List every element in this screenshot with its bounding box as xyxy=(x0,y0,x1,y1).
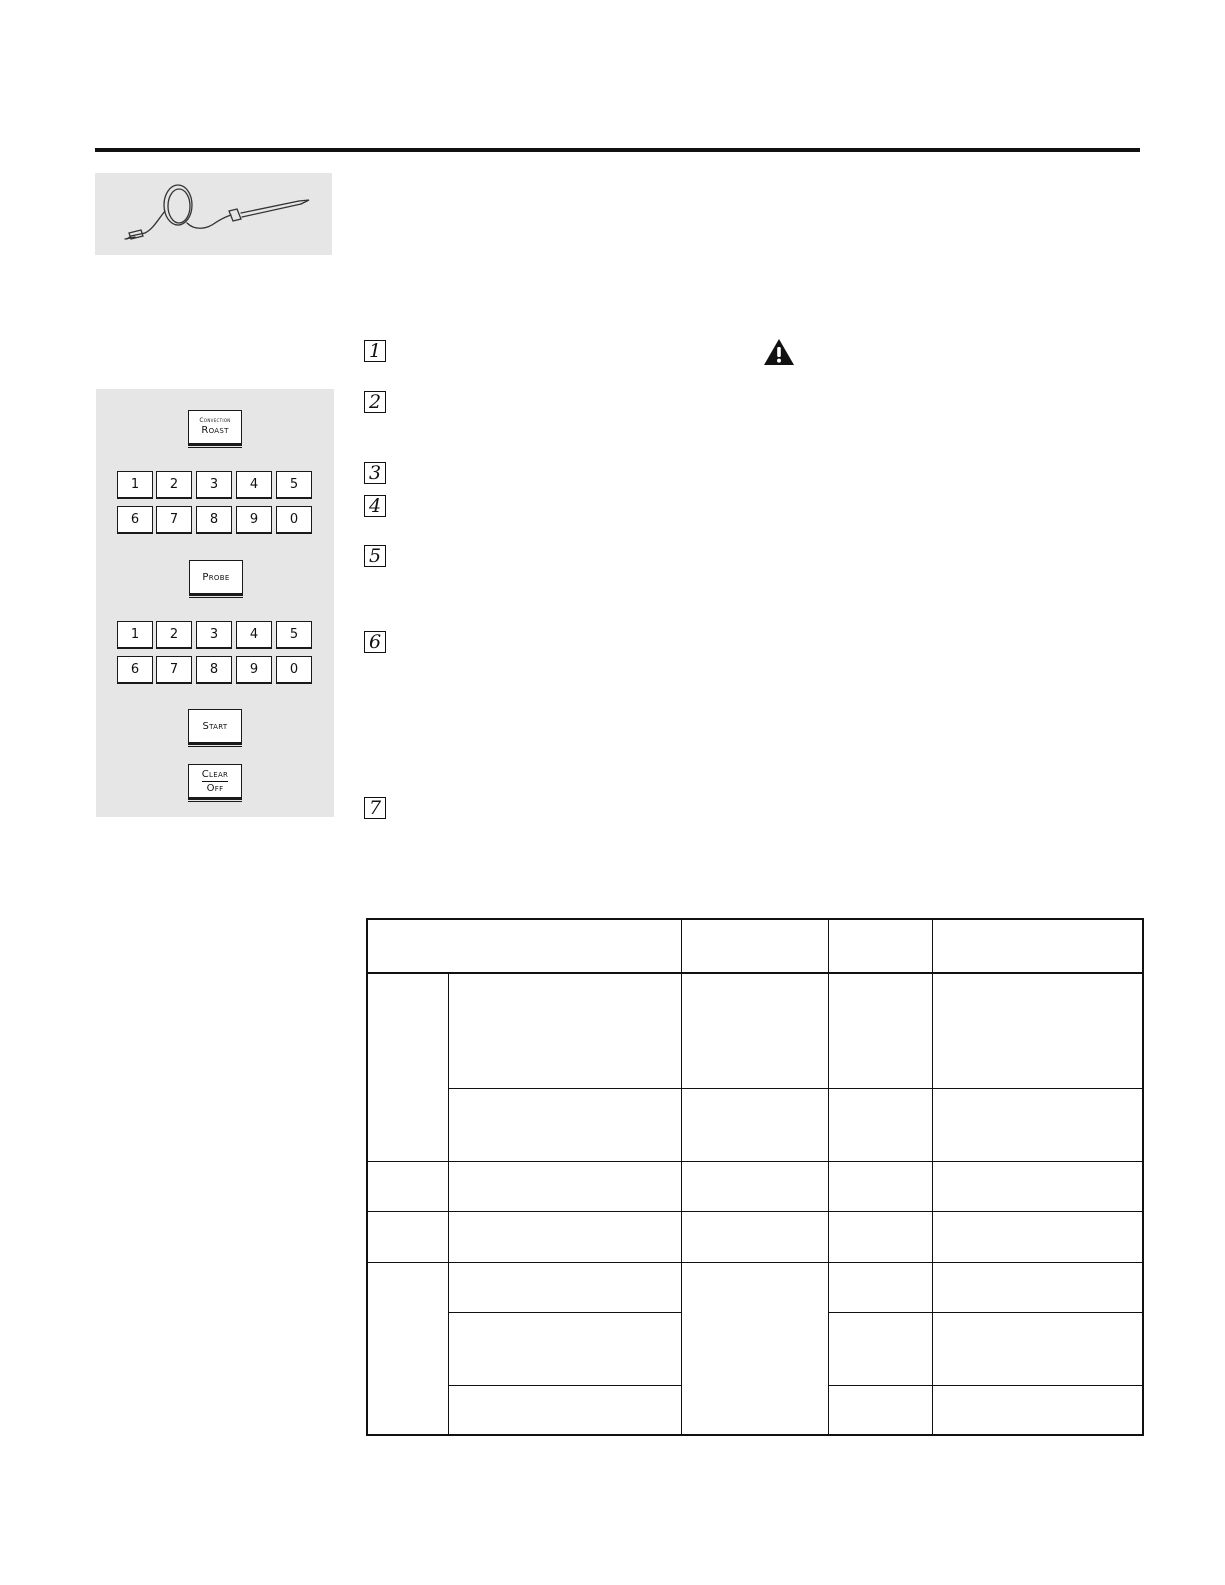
table-cell xyxy=(449,1211,681,1262)
warning-triangle-icon xyxy=(763,338,795,370)
off-label: Off xyxy=(206,782,224,794)
step-number-7: 7 xyxy=(364,797,386,819)
digit-key-2[interactable]: 2 xyxy=(156,471,192,498)
table-header-row xyxy=(367,919,1143,973)
digit-key-8[interactable]: 8 xyxy=(196,656,232,683)
table-cell xyxy=(933,973,1144,1088)
keypad-panel xyxy=(96,389,334,817)
digit-key-4[interactable]: 4 xyxy=(236,471,272,498)
table-header-cell xyxy=(829,919,933,973)
digit-key-1[interactable]: 1 xyxy=(117,471,153,498)
digit-key-8[interactable]: 8 xyxy=(196,506,232,533)
table-cell xyxy=(449,973,681,1088)
table-cell xyxy=(449,1161,681,1211)
digit-key-0[interactable]: 0 xyxy=(276,506,312,533)
table-row xyxy=(367,1211,1143,1262)
header-rule xyxy=(95,148,1140,152)
table-cell xyxy=(367,1161,449,1211)
step-number-6: 6 xyxy=(364,631,386,653)
step-number-4: 4 xyxy=(364,495,386,517)
table-row xyxy=(367,973,1143,1088)
table-cell xyxy=(449,1312,681,1385)
digit-key-7[interactable]: 7 xyxy=(156,506,192,533)
digit-key-4[interactable]: 4 xyxy=(236,621,272,648)
table-cell xyxy=(829,973,933,1088)
table-cell xyxy=(449,1088,681,1161)
table-header-cell xyxy=(933,919,1144,973)
digit-key-3[interactable]: 3 xyxy=(196,621,232,648)
table-header-cell xyxy=(367,919,681,973)
table-cell xyxy=(367,1262,449,1435)
table-cell xyxy=(367,1211,449,1262)
digit-key-2[interactable]: 2 xyxy=(156,621,192,648)
digit-key-5[interactable]: 5 xyxy=(276,471,312,498)
probe-illustration xyxy=(95,173,332,255)
step-number-3: 3 xyxy=(364,462,386,484)
table-cell xyxy=(681,1262,829,1435)
table-cell xyxy=(681,1161,829,1211)
table-cell xyxy=(829,1312,933,1385)
table-cell xyxy=(829,1161,933,1211)
step-number-1: 1 xyxy=(364,340,386,362)
step-number-2: 2 xyxy=(364,391,386,413)
table-cell xyxy=(829,1211,933,1262)
table-cell xyxy=(681,973,829,1088)
table-cell xyxy=(829,1262,933,1312)
table-cell xyxy=(933,1385,1144,1435)
digit-key-0[interactable]: 0 xyxy=(276,656,312,683)
table-cell xyxy=(829,1088,933,1161)
table-cell xyxy=(449,1385,681,1435)
digit-key-9[interactable]: 9 xyxy=(236,506,272,533)
table-cell xyxy=(933,1088,1144,1161)
convection-roast-button[interactable] xyxy=(188,410,242,444)
digit-key-5[interactable]: 5 xyxy=(276,621,312,648)
table-cell xyxy=(933,1312,1144,1385)
clear-label: Clear xyxy=(201,768,229,780)
table-cell xyxy=(681,1211,829,1262)
cooking-guide-table xyxy=(366,918,1144,1436)
table-cell xyxy=(933,1161,1144,1211)
step-number-5: 5 xyxy=(364,545,386,567)
clear-off-button[interactable] xyxy=(188,764,242,798)
table-cell xyxy=(681,1088,829,1161)
table-row xyxy=(367,1161,1143,1211)
table-cell xyxy=(933,1211,1144,1262)
table-header-cell xyxy=(681,919,829,973)
roast-label: Roast xyxy=(201,424,229,436)
digit-key-7[interactable]: 7 xyxy=(156,656,192,683)
digit-key-9[interactable]: 9 xyxy=(236,656,272,683)
digit-key-1[interactable]: 1 xyxy=(117,621,153,648)
table-row xyxy=(367,1262,1143,1312)
start-button[interactable]: Start xyxy=(188,709,242,743)
table-row xyxy=(367,1088,1143,1161)
convection-label: Convection xyxy=(199,417,231,425)
table-cell xyxy=(367,973,449,1161)
temperature-probe-icon xyxy=(95,173,332,255)
probe-button[interactable]: Probe xyxy=(189,560,243,594)
digit-key-6[interactable]: 6 xyxy=(117,506,153,533)
table-cell xyxy=(829,1385,933,1435)
table-cell xyxy=(933,1262,1144,1312)
digit-key-6[interactable]: 6 xyxy=(117,656,153,683)
table-cell xyxy=(449,1262,681,1312)
digit-key-3[interactable]: 3 xyxy=(196,471,232,498)
